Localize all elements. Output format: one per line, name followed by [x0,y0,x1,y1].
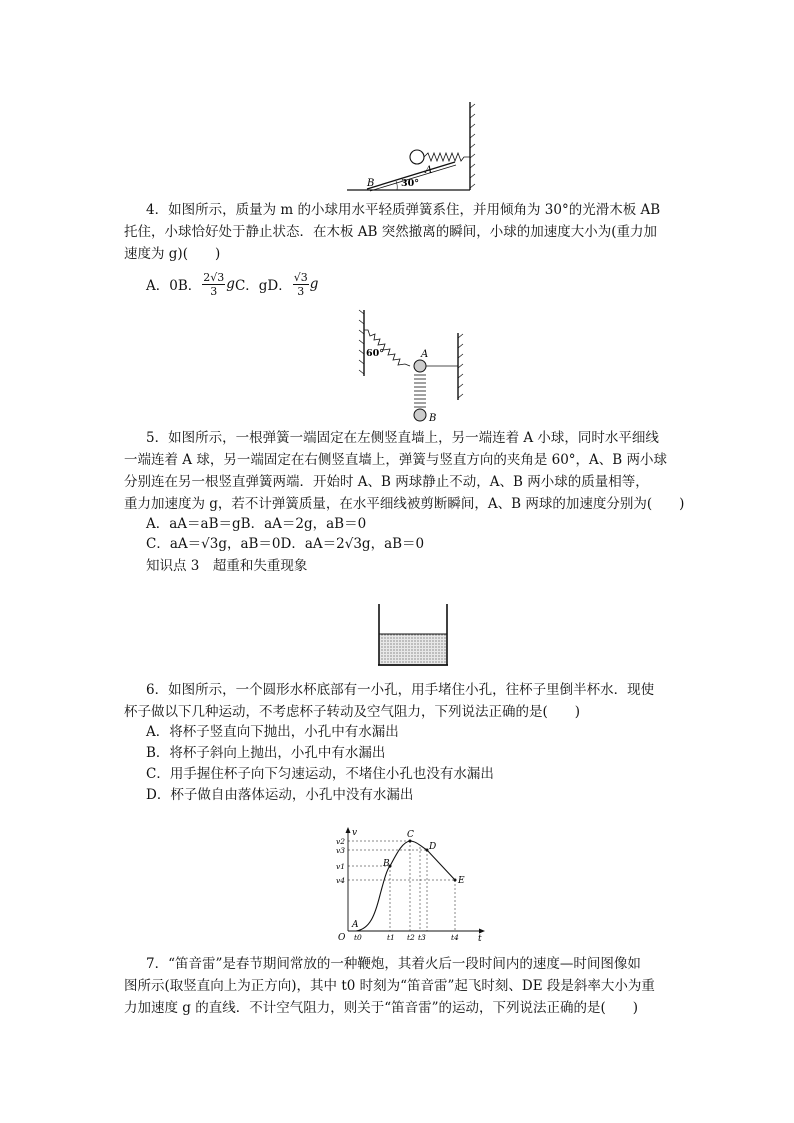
q5-line-3: 分别连在另一根竖直弹簧两端．开始时 A、B 两球静止不动，A、B 两小球的质量相等， [124,474,649,490]
fig7-xtick-t4: t4 [451,933,459,942]
q6-option-b: B．将杯子斜向上抛出，小孔中有水漏出 [146,745,386,761]
q4-line-3: 速度为 g)( ) [124,246,221,262]
fig5-label-b: B [429,413,437,424]
q6-option-a: A．将杯子竖直向下抛出，小孔中有水漏出 [146,724,399,740]
figure-q6-cup [372,604,454,670]
q4-fraction-d: √3 3 [293,270,308,298]
fig7-point-c: C [407,830,414,840]
fig7-ytick-v4: v4 [336,876,346,885]
q7-line-1: 7．“笛音雷”是春节期间常放的一种鞭炮，其着火后一段时间内的速度—时间图像如 [146,956,641,972]
q4-fraction-b: 2√3 3 [203,270,225,298]
fig7-xtick-t3: t3 [418,933,426,942]
fig7-point-e: E [458,876,465,886]
q5-option-cd: C．aA＝√3g，aB＝0D．aA＝2√3g，aB＝0 [146,536,425,552]
figure-q7-vt-graph [330,825,490,943]
q4-option-ab: A．0B． [146,278,202,294]
q7-line-3: 力加速度 g 的直线．不计空气阻力，则关于“笛音雷”的运动，下列说法正确的是( ) [124,1000,639,1016]
q5-line-2: 一端连着 A 球，另一端固定在右侧竖直墙上，弹簧与竖直方向的夹角是 60°，A、B 两小球 [124,452,668,468]
q6-line-1: 6．如图所示，一个圆形水杯底部有一小孔，用手堵住小孔，往杯子里倒半杯水．现使 [146,682,655,698]
fig4-label-a: A [425,165,433,176]
fig4-angle: 30° [401,178,419,189]
q4-option-cd: C．gD． [234,278,292,294]
fig7-point-a: A [352,920,359,930]
fig7-axis-t: t [478,934,482,944]
figure-q5-springs [350,308,465,423]
q6-line-2: 杯子做以下几种运动，不考虑杯子转动及空气阻力，下列说法正确的是( ) [124,704,581,720]
q6-option-c: C．用手握住杯子向下匀速运动，不堵住小孔也没有水漏出 [146,766,494,782]
fig7-ytick-v3: v3 [336,846,346,855]
q4-line-2: 托住，小球恰好处于静止状态．在木板 AB 突然撤离的瞬间，小球的加速度大小为(重力加 [124,224,658,240]
fig7-xtick-t2: t2 [407,933,415,942]
fig7-point-b: B [383,859,390,869]
q5-option-ab: A．aA＝aB＝gB．aA＝2g，aB＝0 [146,516,367,532]
q5-line-1: 5．如图所示，一根弹簧一端固定在左侧竖直墙上，另一端连着 A 小球，同时水平细线 [146,430,659,446]
fig7-origin: O [338,933,346,943]
q5-line-4: 重力加速度为 g，若不计弹簧质量，在水平细线被剪断瞬间，A、B 两球的加速度分别为( ) [124,496,685,512]
q4-line-1: 4．如图所示，质量为 m 的小球用水平轻质弹簧系住，并用倾角为 30°的光滑木板 AB [146,202,661,218]
fig5-angle: 60° [366,348,384,359]
fig7-xtick-t0: t0 [354,933,362,942]
q6-option-d: D．杯子做自由落体运动，小孔中没有水漏出 [146,787,414,803]
section-title: 知识点 3 超重和失重现象 [146,558,308,574]
fig7-xtick-t1: t1 [387,933,395,942]
fig7-point-d: D [429,842,437,852]
fig4-label-b: B [367,178,375,189]
fig7-ytick-v1: v1 [336,862,346,871]
fig5-label-a: A [421,349,429,360]
fig7-ytick-v2: v2 [336,837,346,846]
q7-line-2: 图所示(取竖直向上为正方向)，其中 t0 时刻为“笛音雷”起飞时刻、DE 段是斜率大小为重 [124,978,655,994]
q4-options: A．0B． 2√3 3 g C．gD． √3 3 g [146,270,319,298]
fig7-axis-v: v [352,828,358,838]
figure-q4-incline-spring [345,100,475,195]
